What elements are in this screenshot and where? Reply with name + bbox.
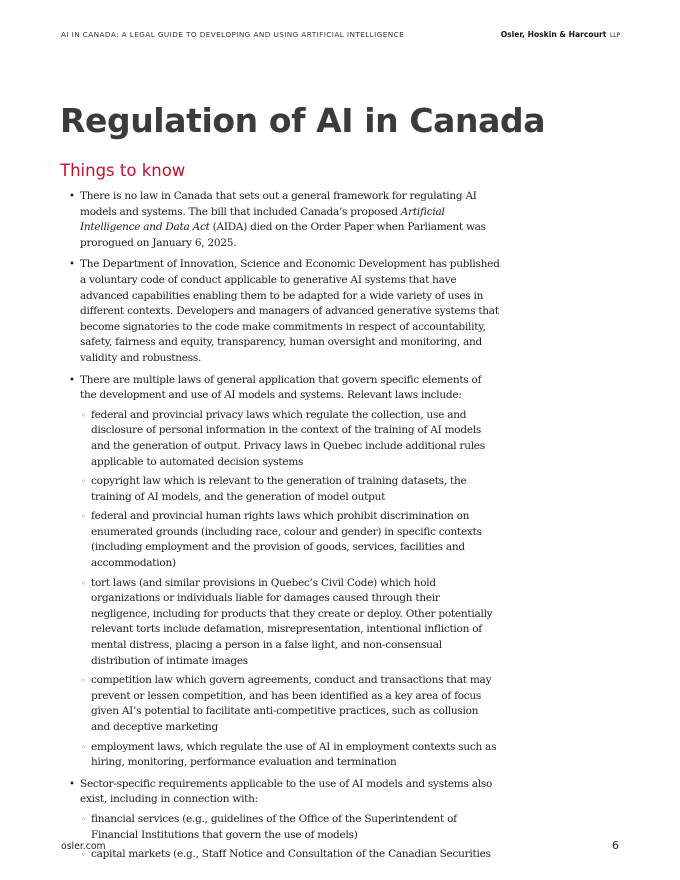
page-number: 6 xyxy=(612,839,619,852)
list-item: ◦ capital markets (e.g., Staff Notice and Consultation of the Canadian Securities xyxy=(81,847,500,863)
list-item: ◦ financial services (e.g., guidelines of the Office of the Superintendent of Financial Institutions that govern the use of models) xyxy=(81,812,500,843)
firm-name-header xyxy=(501,30,620,39)
sub-list-general-laws xyxy=(80,408,500,771)
list-item: ◦ federal and provincial human rights laws which prohibit discrimination on enumerated grounds (including race, colour and gender) in specific contexts (including employment and the provision of goods, services, facilities and accommodation) xyxy=(81,509,500,571)
bullet-sector-specific: • Sector-specific requirements applicable to the use of AI models and systems also exist, including in connection with: ◦ financial services (e.g., guidelines of the Office of the Superintendent of Financial Institutions that govern the use of models) ◦ capital markets (e.g., Staff Notice and Consultation of the Canadian Securities xyxy=(68,777,500,863)
firm-name: Osler, Hoskin & Harcourt xyxy=(500,30,607,39)
firm-suffix: LLP xyxy=(610,33,620,39)
footer-website: osler.com xyxy=(61,841,106,852)
list-item: ◦ tort laws (and similar provisions in Quebec’s Civil Code) which hold organizations or individuals liable for damages caused through their negligence, including for products that they create or deploy. Other potentially relevant torts include defamation, misrepresentation, intentional infliction of mental distress, placing a person in a false light, and non-consensual distribution of intimate images xyxy=(81,576,500,670)
bullet-general-laws: • There are multiple laws of general application that govern specific elements of the development and use of AI models and systems. Relevant laws include: ◦ federal and provincial privacy laws which regulate the collection, use and disclosure of personal information in the context of the training of AI models and the generation of output. Privacy laws in Quebec include additional rules applicable to automated decision systems ◦ copyright law which is relevant to the generation of training datasets, the training of AI models, and the generation of model output ◦ federal and provincial human rights laws which prohibit discrimination on enumerated grounds (including race, colour and gender) in specific contexts (including employment and the provision of goods, services, facilities and accommodation) ◦ tort laws (and similar provisions in Quebec’s Civil Code) which hold organizations or individuals liable for damages caused through their negligence, including for products that they create or deploy. Other potentially relevant torts include defamation, misrepresentation, intentional infliction of mental distress, placing a person in a false light, and non-consensual distribution of intimate images ◦ competition law which govern agreements, conduct and transactions that may prevent or lessen competition, and has been identified as a key area of focus given AI’s potential to facilitate anti-competitive practices, such as collusion and deceptive marketing ◦ employment laws, which regulate the use of AI in employment contexts such as hiring, monitoring, performance evaluation and termination xyxy=(68,373,500,771)
list-item: ◦ federal and provincial privacy laws which regulate the collection, use and disclosure of personal information in the context of the training of AI models and the generation of output. Privacy laws in Quebec include additional rules applicable to automated decision systems xyxy=(81,408,500,470)
section-heading: Things to know xyxy=(60,161,186,180)
bullet-voluntary-code: • The Department of Innovation, Science and Economic Development has published a voluntary code of conduct applicable to generative AI systems that have advanced capabilities enabling them to be adapted for a wide variety of uses in different contexts. Developers and managers of advanced generative systems that become signatories to the code make commitments in respect of accountability, safety, fairness and equity, transparency, human oversight and monitoring, and validity and robustness. xyxy=(68,257,500,366)
list-item: ◦ employment laws, which regulate the use of AI in employment contexts such as hiring, monitoring, performance evaluation and termination xyxy=(81,740,500,771)
bullet-no-general-law: • There is no law in Canada that sets out a general framework for regulating AI models and systems. The bill that included Canada’s proposed Artificial Intelligence and Data Act (AIDA) died on the Order Paper when Parliament was prorogued on January 6, 2025. xyxy=(68,189,500,251)
running-header-title: AI IN CANADA: A LEGAL GUIDE TO DEVELOPING AND USING ARTIFICIAL INTELLIGENCE xyxy=(61,30,405,39)
bullet-list xyxy=(68,189,500,863)
list-item: ◦ competition law which govern agreements, conduct and transactions that may prevent or lessen competition, and has been identified as a key area of focus given AI’s potential to facilitate anti-competitive practices, such as collusion and deceptive marketing xyxy=(81,673,500,735)
page-title: Regulation of AI in Canada xyxy=(60,101,546,140)
aida-title: Artificial Intelligence and Data Act xyxy=(80,205,445,234)
body-content xyxy=(68,189,500,869)
list-item: ◦ copyright law which is relevant to the generation of training datasets, the training of AI models, and the generation of model output xyxy=(81,474,500,505)
sub-list-sector-specific xyxy=(80,812,500,863)
